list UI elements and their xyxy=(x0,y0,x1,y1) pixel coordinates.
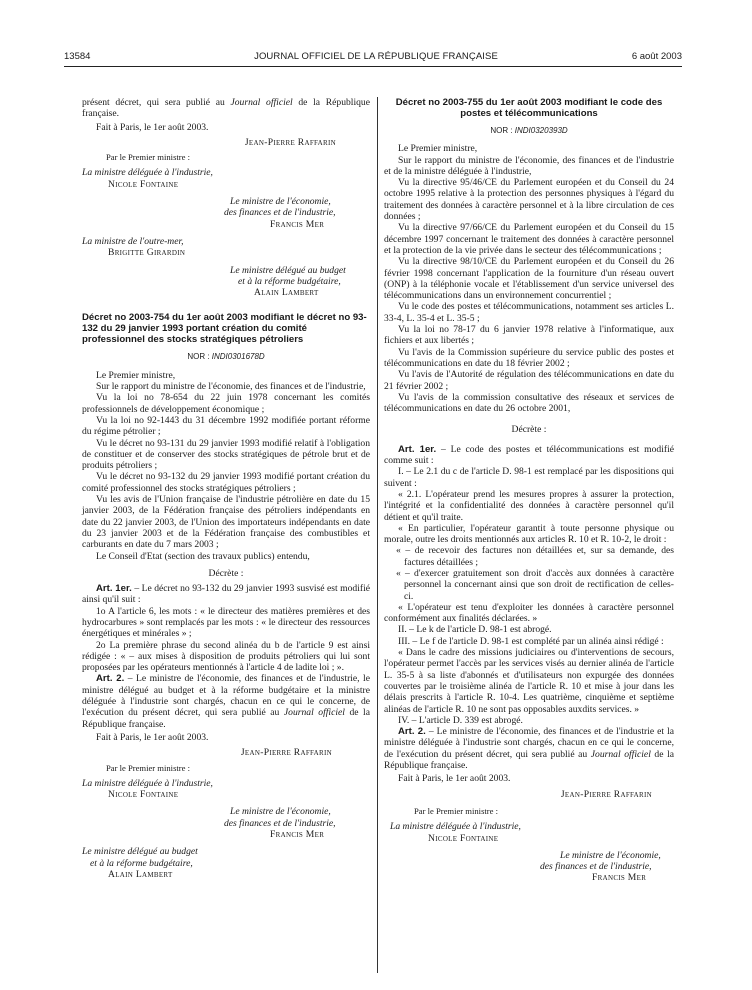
paragraph: Vu l'avis de la commission consultative des réseaux et services de télécommunications en date du 26 octobre 2001, xyxy=(384,391,674,415)
list-item: « – d'exercer gratuitement son droit d'accès aux données à caractère personnel la concernant ainsi que son droit de rectification de celles-ci. xyxy=(396,567,674,602)
par-le-premier-ministre: Par le Premier ministre : xyxy=(106,152,191,163)
paragraph: « 2.1. L'opérateur prend les mesures propres à assurer la protection, l'intégrité et la confidentialité des données à caractère personnel qu'il détient et qu'il traite. xyxy=(384,488,674,523)
minister-name: Nicole Fontaine xyxy=(108,789,179,801)
nor-reference: NOR : INDI0301678D xyxy=(187,352,265,362)
intro-paragraph: présent décret, qui sera publié au Journal officiel de la République française. xyxy=(82,97,370,120)
paragraph: Le Conseil d'Etat (section des travaux publics) entendu, xyxy=(96,550,310,562)
article-1: Art. 1er. – Le code des postes et télécommunications est modifié comme suit : xyxy=(384,443,674,467)
paragraph: Sur le rapport du ministre de l'économie, des finances et de l'industrie, xyxy=(96,381,366,393)
paragraph: Vu le décret no 93-132 du 29 janvier 1993 modifié portant création du comité professionnel des stocks stratégiques pétroliers ; xyxy=(82,471,370,494)
paragraph: I. – Le 2.1 du c de l'article D. 98-1 est remplacé par les dispositions qui suivent : xyxy=(384,466,674,489)
decrete-heading: Décrète : xyxy=(511,424,547,436)
paragraph: Le Premier ministre, xyxy=(398,143,478,155)
minister-name: Brigitte Girardin xyxy=(108,247,186,259)
journal-title: JOURNAL OFFICIEL DE LA RÉPUBLIQUE FRANÇAISE xyxy=(254,51,498,62)
paragraph: Vu la directive 95/46/CE du Parlement européen et du Conseil du 24 octobre 1995 relative à la protection des personnes physiques à l'égard du traitement des données à caractère personnel et à la libre circulation de ces données ; xyxy=(384,177,674,223)
column-divider xyxy=(377,97,378,973)
minister-title: La ministre déléguée à l'industrie, xyxy=(390,821,521,833)
article-2: Art. 2. – Le ministre de l'économie, des finances et de l'industrie et la ministre déléguée à l'industrie sont chargés, chacun en ce qui le concerne, de l'exécution du présent décret, qui sera publié au Journal officiel de la République française. xyxy=(384,726,674,772)
paragraph: IV. – L'article D. 339 est abrogé. xyxy=(398,714,523,726)
right-column xyxy=(384,97,674,884)
paragraph: 2o La première phrase du second alinéa du b de l'article 9 est ainsi rédigée : « – aux mises à disposition de produits pétroliers qui lui sont proposées par les opérateurs mentionnés à l'article 4 de ladite loi ; ». xyxy=(82,639,370,674)
signed-date: Fait à Paris, le 1er août 2003. xyxy=(96,121,209,133)
paragraph: Vu la directive 98/10/CE du Parlement européen et du Conseil du 26 février 1998 concernant l'application de la fourniture d'un réseau ouvert (ONP) à la téléphonie vocale et l'établissement d'un service universel des télécommunications dans un environnement concurrentiel ; xyxy=(384,256,674,302)
header-rule xyxy=(64,66,682,67)
paragraph: II. – Le k de l'article D. 98-1 est abrogé. xyxy=(398,624,552,636)
par-le-premier-ministre: Par le Premier ministre : xyxy=(414,805,499,816)
minister-title: et à la réforme budgétaire, xyxy=(238,275,341,287)
decree-title: Décret no 2003-754 du 1er août 2003 modifiant le décret no 93-132 du 29 janvier 1993 portant création du comité professionnel des stocks stratégiques pétroliers xyxy=(82,312,367,346)
article-1: Art. 1er. – Le décret no 93-132 du 29 janvier 1993 susvisé est modifié ainsi qu'il suit : xyxy=(82,583,370,606)
decree-title: Décret no 2003-755 du 1er août 2003 modifiant le code des postes et télécommunications xyxy=(395,97,663,119)
paragraph: « En particulier, l'opérateur garantit à toute personne physique ou morale, outre les droits mentionnés aux articles R. 10 et R. 10-2, le droit : xyxy=(384,522,674,546)
paragraph: « L'opérateur est tenu d'exploiter les données à caractère personnel conformément aux finalités déclarées. » xyxy=(384,601,674,625)
article-2: Art. 2. – Le ministre de l'économie, des finances et de l'industrie, le ministre délégué au budget et à la réforme budgétaire et la ministre déléguée à l'industrie sont chargés, chacun en ce qui le concerne, de l'exécution du présent décret, qui sera publié au Journal officiel de la République française. xyxy=(82,673,370,730)
paragraph: 1o A l'article 6, les mots : « le directeur des matières premières et des hydrocarbures » sont remplacés par les mots : « le directeur des ressources énergétiques et minérales » ; xyxy=(82,605,370,640)
minister-name: Alain Lambert xyxy=(254,287,319,299)
minister-title: La ministre déléguée à l'industrie, xyxy=(82,777,213,789)
list-item: « – de recevoir des factures non détaillées et, sur sa demande, des factures détaillées ; xyxy=(396,545,674,568)
minister-title: Le ministre délégué au budget xyxy=(230,264,346,276)
minister-name: Francis Mer xyxy=(592,872,647,884)
paragraph: Vu le code des postes et télécommunications, notamment ses articles L. 33-4, L. 35-4 et L. 35-5 ; xyxy=(384,301,674,324)
nor-reference: NOR : INDI0320393D xyxy=(490,126,568,135)
minister-name: Francis Mer xyxy=(270,218,325,230)
page-header xyxy=(0,0,752,70)
signature-prime-minister: Jean-Pierre Raffarin xyxy=(560,788,652,800)
minister-title: La ministre de l'outre-mer, xyxy=(82,235,184,247)
minister-title: La ministre déléguée à l'industrie, xyxy=(82,167,213,179)
signed-date: Fait à Paris, le 1er août 2003. xyxy=(96,731,209,743)
minister-title: Le ministre de l'économie, xyxy=(230,806,331,818)
minister-name: Nicole Fontaine xyxy=(108,178,179,190)
paragraph: Le Premier ministre, xyxy=(96,369,176,381)
minister-title: et à la réforme budgétaire, xyxy=(90,857,193,869)
signed-date: Fait à Paris, le 1er août 2003. xyxy=(398,773,511,785)
minister-title: des finances et de l'industrie, xyxy=(224,207,336,219)
minister-title: des finances et de l'industrie, xyxy=(224,817,336,829)
paragraph: Vu le décret no 93-131 du 29 janvier 1993 modifié relatif à l'obligation de constituer et de conserver des stocks stratégiques de pétrole brut et de produits pétroliers ; xyxy=(82,437,370,472)
page-number: 13584 xyxy=(64,51,91,62)
paragraph: Sur le rapport du ministre de l'économie, des finances et de l'industrie et de la ministre déléguée à l'industrie, xyxy=(384,154,674,177)
minister-name: Nicole Fontaine xyxy=(428,832,499,844)
paragraph: III. – Le f de l'article D. 98-1 est complété par un alinéa ainsi rédigé : xyxy=(398,635,664,647)
minister-title: Le ministre délégué au budget xyxy=(82,846,198,858)
minister-title: des finances et de l'industrie, xyxy=(540,861,652,873)
paragraph: « Dans le cadre des missions judiciaires ou d'interventions de secours, l'opérateur permet l'accès par les services visés au dernier alinéa de l'article L. 35-5 à sa liste d'abonnés et d'utilisateurs non expurgée des données couvertes par le troisième alinéa de l'article R. 10 et mise à jour dans les délais prescrits à l'article R. 10-4. Les quatrième, cinquième et septième alinéas de l'article R. 10 ne sont pas opposables auxdits services. » xyxy=(384,647,674,715)
paragraph: Vu la loi no 78-654 du 22 juin 1978 concernant les comités professionnels de développement économique ; xyxy=(82,392,370,415)
paragraph: Vu l'avis de la Commission supérieure du service public des postes et télécommunications en date du 18 février 2002 ; xyxy=(384,346,674,369)
paragraph: Vu la loi no 92-1443 du 31 décembre 1992 modifiée portant réforme du régime pétrolier ; xyxy=(82,414,370,438)
issue-date: 6 août 2003 xyxy=(631,51,682,62)
paragraph: Vu la directive 97/66/CE du Parlement européen et du Conseil du 15 décembre 1997 concernant le traitement des données à caractère personnel et la protection de la vie privée dans le secteur des télécommunications ; xyxy=(384,222,674,256)
paragraph: Vu l'avis de l'Autorité de régulation des télécommunications en date du 21 février 2002 ; xyxy=(384,369,674,392)
paragraph: Vu les avis de l'Union française de l'industrie pétrolière en date du 15 janvier 2003, de la Fédération française des pétroliers indépendants en date du 22 janvier 2003, de l'Union des importateurs indépendants en date du 23 janvier 2003 et de la Fédération française des combustibles et carburants en date du 7 mars 2003 ; xyxy=(82,494,370,551)
minister-name: Alain Lambert xyxy=(108,868,173,880)
signature-prime-minister: Jean-Pierre Raffarin xyxy=(240,747,332,759)
minister-title: Le ministre de l'économie, xyxy=(560,849,661,861)
par-le-premier-ministre: Par le Premier ministre : xyxy=(106,762,191,773)
paragraph: Vu la loi no 78-17 du 6 janvier 1978 relative à l'informatique, aux fichiers et aux libertés ; xyxy=(384,324,674,347)
minister-title: Le ministre de l'économie, xyxy=(230,196,331,208)
signature-prime-minister: Jean-Pierre Raffarin xyxy=(244,136,336,148)
minister-name: Francis Mer xyxy=(270,829,325,841)
decrete-heading: Décrète : xyxy=(208,567,244,579)
left-column xyxy=(82,97,370,880)
